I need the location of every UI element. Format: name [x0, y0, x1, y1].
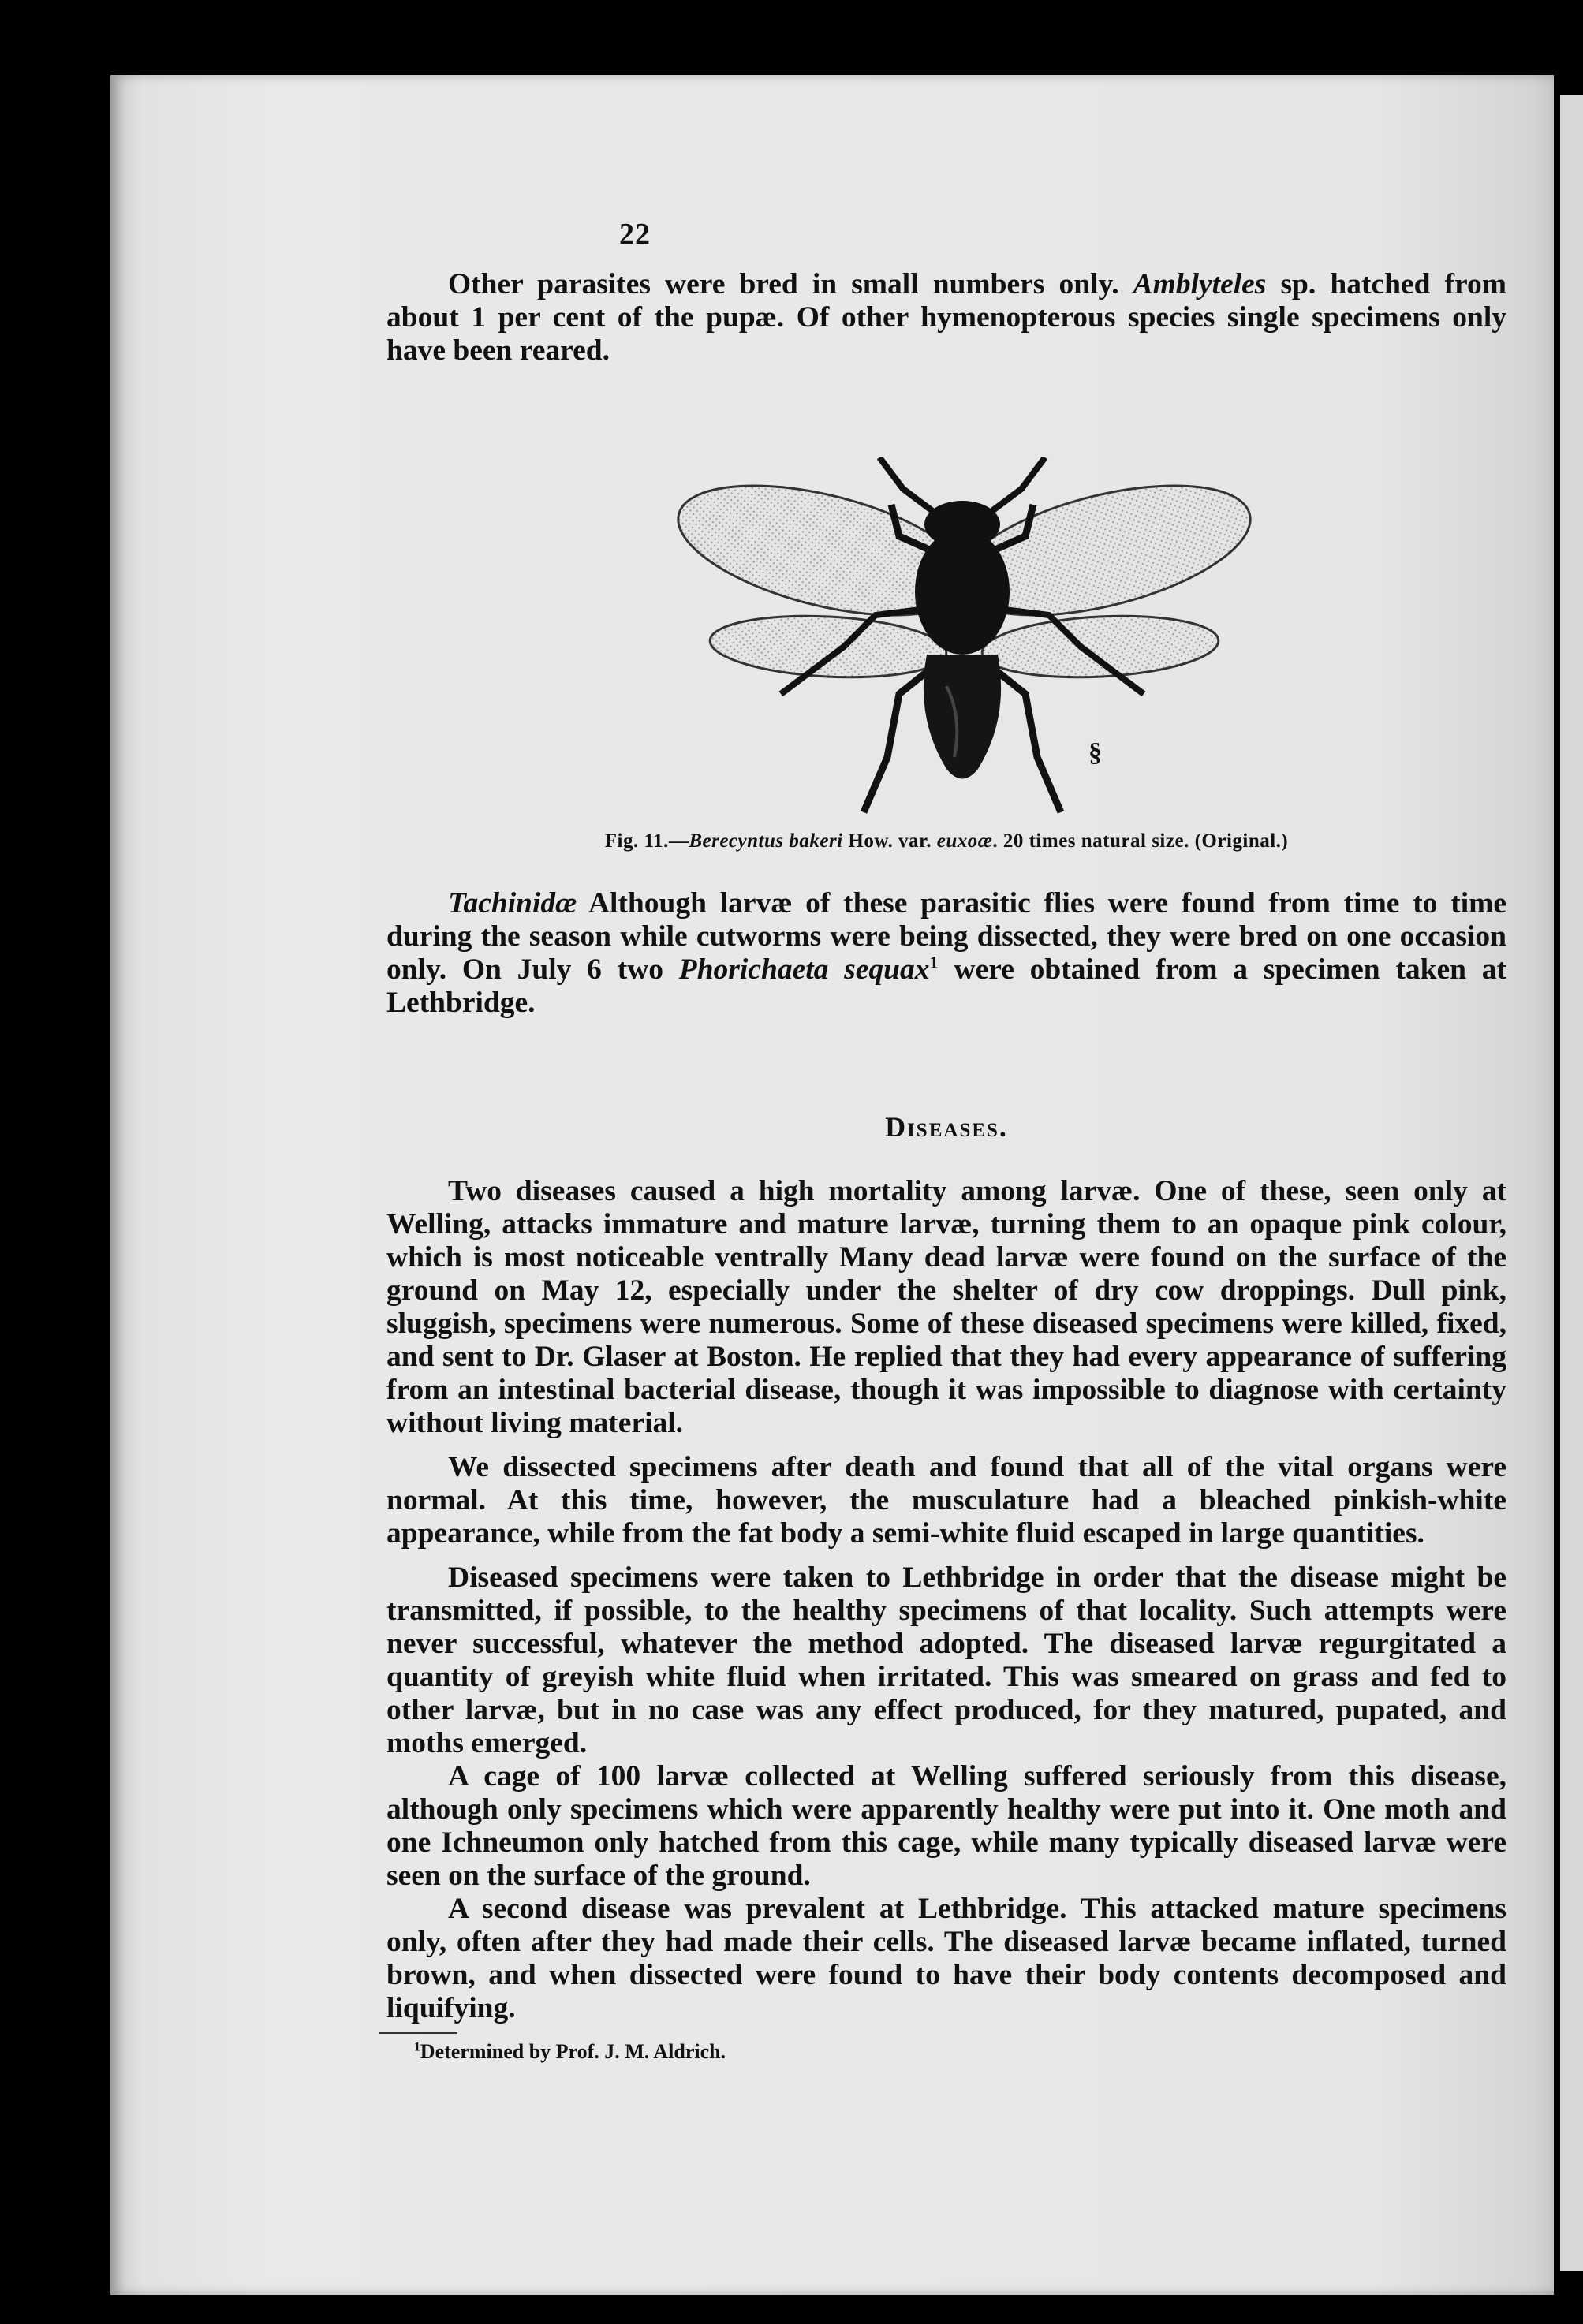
caption-species: Berecyntus bakeri	[689, 830, 843, 852]
section-heading-diseases: Diseases.	[885, 1111, 1008, 1143]
caption-prefix: Fig. 11.—	[604, 830, 689, 852]
wasp-illustration-icon	[663, 457, 1262, 828]
footnote-text: Determined by Prof. J. M. Aldrich.	[420, 2040, 726, 2063]
tachinidae-paragraph	[386, 887, 1506, 1020]
document-page	[110, 75, 1554, 2295]
caption-suffix: . 20 times natural size. (Original.)	[992, 830, 1289, 852]
figure-mark: §	[1088, 738, 1102, 767]
right-hindwing	[980, 610, 1220, 683]
footnote-mark: 1	[414, 2040, 420, 2054]
intro-text-2: sp. hatched from about 1 per cent of the pupæ. Of other hymenopterous species single specimens only have been reared.	[386, 268, 1506, 367]
caption-mid: How. var.	[842, 830, 937, 852]
footnote	[414, 2040, 726, 2064]
intro-paragraph	[386, 268, 1506, 367]
page-number: 22	[619, 218, 651, 251]
disease-paragraph: A cage of 100 larvæ collected at Welling suffered seriously from this disease, although only specimens which were apparently healthy were put into it. One moth and one Ichneumon only hatched from this cage, while many typically diseased larvæ were seen on the surface of the ground.	[386, 1760, 1506, 1892]
tachinidae-text-1: Although larvæ of these parasitic flies were found from time to time during the season while cutworms were being dissected, they were bred on one occasion only. On July 6 two	[386, 887, 1506, 986]
footnote-reference: 1	[929, 952, 939, 972]
disease-paragraph: A second disease was prevalent at Lethbridge. This attacked mature specimens only, often after they had made their cells. The diseased larvæ became inflated, turned brown, and when dissected were found to have their body contents decomposed and liquifying.	[386, 1893, 1506, 2024]
tachinidae-text-2: were obtained from a specimen taken at Lethbridge.	[386, 953, 1506, 1019]
adjacent-page-edge	[1560, 95, 1583, 2271]
tachinidae-family: Tachinidæ	[448, 887, 577, 920]
disease-paragraph: Diseased specimens were taken to Lethbridge in order that the disease might be transmitted, if possible, to the healthy specimens of that locality. Such attempts were never successful, whatever the method adopted. The diseased larvæ regurgitated a quantity of greyish white fluid when irritated. This was smeared on grass and fed to other larvæ, but in no case was any effect produced, for they matured, pupated, and moths emerged.	[386, 1561, 1506, 1759]
footnote-divider	[379, 2032, 457, 2034]
figure-caption	[386, 830, 1506, 852]
diseases-section	[386, 1175, 1506, 2025]
disease-paragraph: Two diseases caused a high mortality among larvæ. One of these, seen only at Welling, attacks immature and mature larvæ, turning them to an opaque pink colour, which is most noticeable ventrally Many dead larvæ were found on the surface of the ground on May 12, especially under the shelter of dry cow droppings. Dull pink, sluggish, specimens were numerous. Some of these diseased specimens were killed, fixed, and sent to Dr. Glaser at Boston. He replied that they had every appearance of suffering from an intestinal bacterial disease, though it was impossible to diagnose with certainty without living material.	[386, 1175, 1506, 1439]
caption-variety: euxoæ	[936, 830, 993, 852]
intro-genus: Amblyteles	[1133, 268, 1267, 300]
tachinidae-species: Phorichaeta sequax	[678, 953, 930, 986]
left-hindwing	[708, 610, 948, 683]
intro-text-1: Other parasites were bred in small numbers only.	[448, 268, 1133, 300]
disease-paragraph: We dissected specimens after death and found that all of the vital organs were normal. At this time, however, the musculature had a bleached pinkish-white appearance, while from the fat body a semi-white fluid escaped in large quantities.	[386, 1451, 1506, 1550]
